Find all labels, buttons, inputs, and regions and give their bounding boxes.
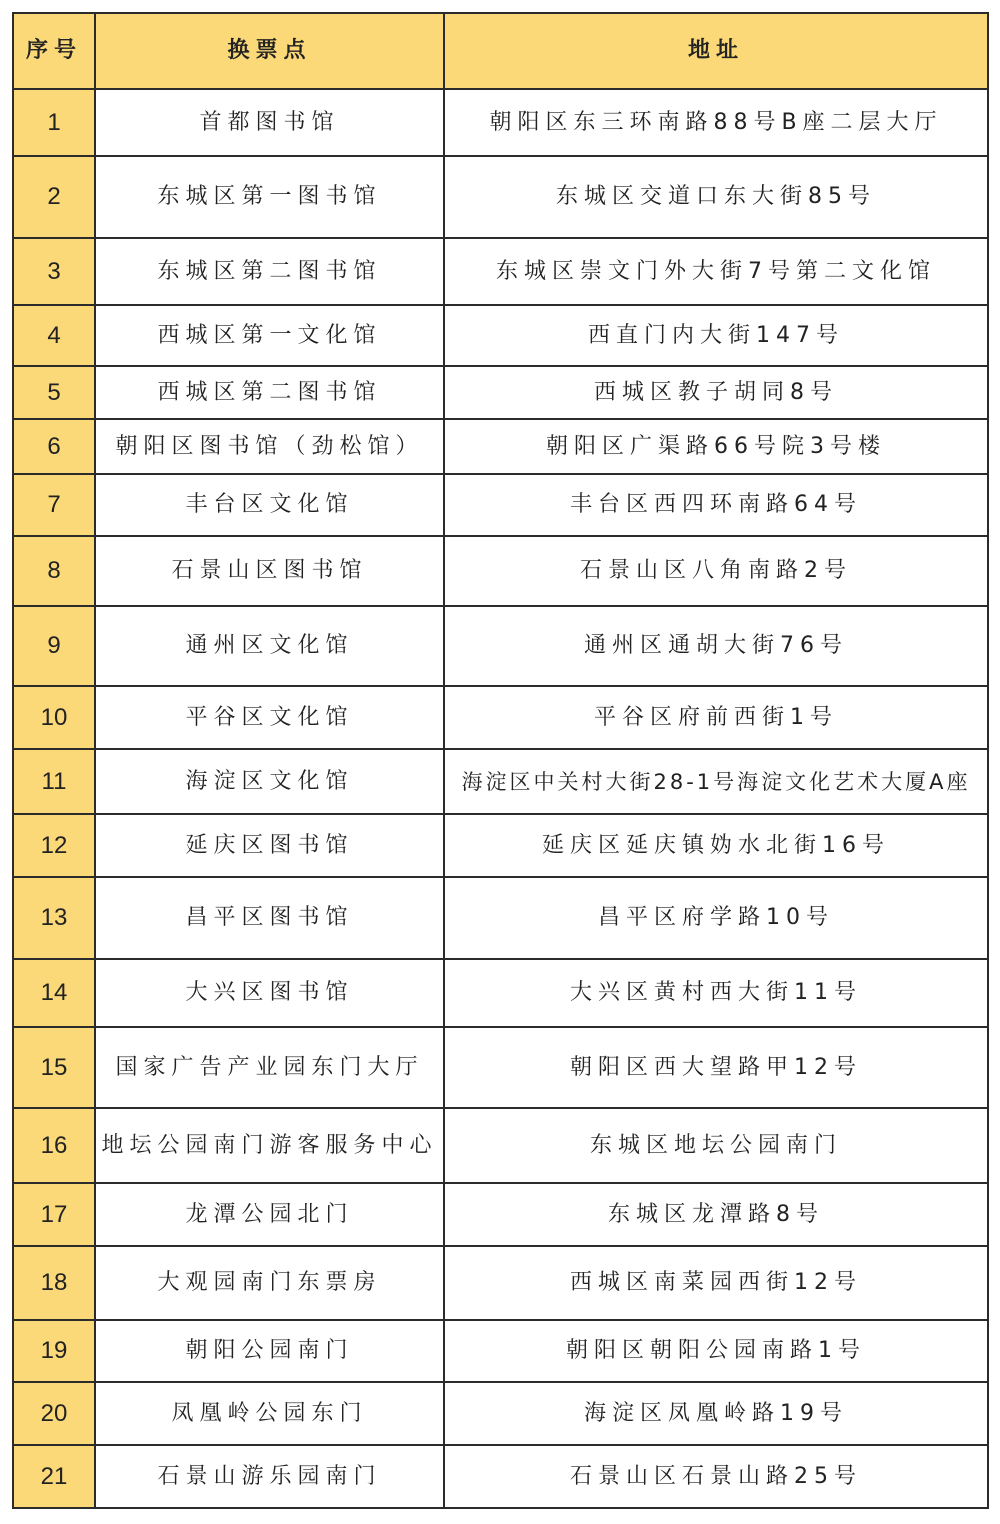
table-row	[13, 606, 988, 686]
table-row	[13, 366, 988, 419]
row-point: 首都图书馆	[95, 89, 444, 156]
row-point: 东城区第二图书馆	[95, 238, 444, 305]
exchange-points-table	[12, 12, 989, 1509]
row-number: 6	[13, 419, 95, 474]
row-address: 东城区地坛公园南门	[444, 1108, 988, 1183]
header-row	[13, 13, 988, 89]
table-row	[13, 749, 988, 814]
row-address: 昌平区府学路10号	[444, 877, 988, 959]
table-row	[13, 156, 988, 238]
table-row	[13, 686, 988, 749]
row-address: 东城区交道口东大街85号	[444, 156, 988, 238]
row-point: 石景山游乐园南门	[95, 1445, 444, 1508]
row-point: 西城区第二图书馆	[95, 366, 444, 419]
row-number: 3	[13, 238, 95, 305]
row-point: 石景山区图书馆	[95, 536, 444, 606]
header-address: 地址	[444, 13, 988, 89]
row-address: 延庆区延庆镇妫水北街16号	[444, 814, 988, 877]
row-point: 大兴区图书馆	[95, 959, 444, 1027]
table-row	[13, 877, 988, 959]
table-row	[13, 536, 988, 606]
table-row	[13, 238, 988, 305]
row-number: 14	[13, 959, 95, 1027]
row-point: 朝阳区图书馆（劲松馆）	[95, 419, 444, 474]
row-point: 延庆区图书馆	[95, 814, 444, 877]
row-address: 朝阳区东三环南路88号B座二层大厅	[444, 89, 988, 156]
row-number: 19	[13, 1320, 95, 1382]
row-number: 21	[13, 1445, 95, 1508]
row-number: 9	[13, 606, 95, 686]
row-number: 1	[13, 89, 95, 156]
row-address: 西直门内大街147号	[444, 305, 988, 366]
table-row	[13, 1027, 988, 1108]
table-row	[13, 89, 988, 156]
row-point: 东城区第一图书馆	[95, 156, 444, 238]
row-point: 国家广告产业园东门大厅	[95, 1027, 444, 1108]
table-row	[13, 959, 988, 1027]
row-number: 20	[13, 1382, 95, 1445]
row-number: 16	[13, 1108, 95, 1183]
row-number: 5	[13, 366, 95, 419]
row-address: 朝阳区朝阳公园南路1号	[444, 1320, 988, 1382]
row-number: 7	[13, 474, 95, 536]
row-point: 朝阳公园南门	[95, 1320, 444, 1382]
row-address: 东城区崇文门外大街7号第二文化馆	[444, 238, 988, 305]
table-row	[13, 814, 988, 877]
row-number: 2	[13, 156, 95, 238]
row-address: 朝阳区广渠路66号院3号楼	[444, 419, 988, 474]
header-index: 序号	[13, 13, 95, 89]
row-point: 凤凰岭公园东门	[95, 1382, 444, 1445]
table-row	[13, 1320, 988, 1382]
header-point: 换票点	[95, 13, 444, 89]
row-address: 大兴区黄村西大街11号	[444, 959, 988, 1027]
row-number: 13	[13, 877, 95, 959]
row-number: 17	[13, 1183, 95, 1246]
table-row	[13, 1445, 988, 1508]
table-row	[13, 1382, 988, 1445]
row-number: 8	[13, 536, 95, 606]
row-number: 18	[13, 1246, 95, 1320]
row-address: 通州区通胡大街76号	[444, 606, 988, 686]
row-address: 海淀区凤凰岭路19号	[444, 1382, 988, 1445]
table-row	[13, 305, 988, 366]
row-address: 朝阳区西大望路甲12号	[444, 1027, 988, 1108]
row-point: 海淀区文化馆	[95, 749, 444, 814]
table-row	[13, 474, 988, 536]
row-point: 龙潭公园北门	[95, 1183, 444, 1246]
row-address: 平谷区府前西街1号	[444, 686, 988, 749]
row-address: 丰台区西四环南路64号	[444, 474, 988, 536]
table-row	[13, 1246, 988, 1320]
row-point: 昌平区图书馆	[95, 877, 444, 959]
table-row	[13, 1108, 988, 1183]
row-address: 西城区南菜园西街12号	[444, 1246, 988, 1320]
row-point: 西城区第一文化馆	[95, 305, 444, 366]
row-number: 15	[13, 1027, 95, 1108]
row-address: 海淀区中关村大街28-1号海淀文化艺术大厦A座	[444, 749, 988, 814]
row-number: 12	[13, 814, 95, 877]
row-point: 通州区文化馆	[95, 606, 444, 686]
row-point: 大观园南门东票房	[95, 1246, 444, 1320]
row-point: 平谷区文化馆	[95, 686, 444, 749]
row-address: 石景山区八角南路2号	[444, 536, 988, 606]
row-point: 丰台区文化馆	[95, 474, 444, 536]
row-address: 石景山区石景山路25号	[444, 1445, 988, 1508]
row-number: 10	[13, 686, 95, 749]
row-address: 西城区教子胡同8号	[444, 366, 988, 419]
row-number: 4	[13, 305, 95, 366]
row-address: 东城区龙潭路8号	[444, 1183, 988, 1246]
table-row	[13, 1183, 988, 1246]
row-point: 地坛公园南门游客服务中心	[95, 1108, 444, 1183]
table-row	[13, 419, 988, 474]
row-number: 11	[13, 749, 95, 814]
